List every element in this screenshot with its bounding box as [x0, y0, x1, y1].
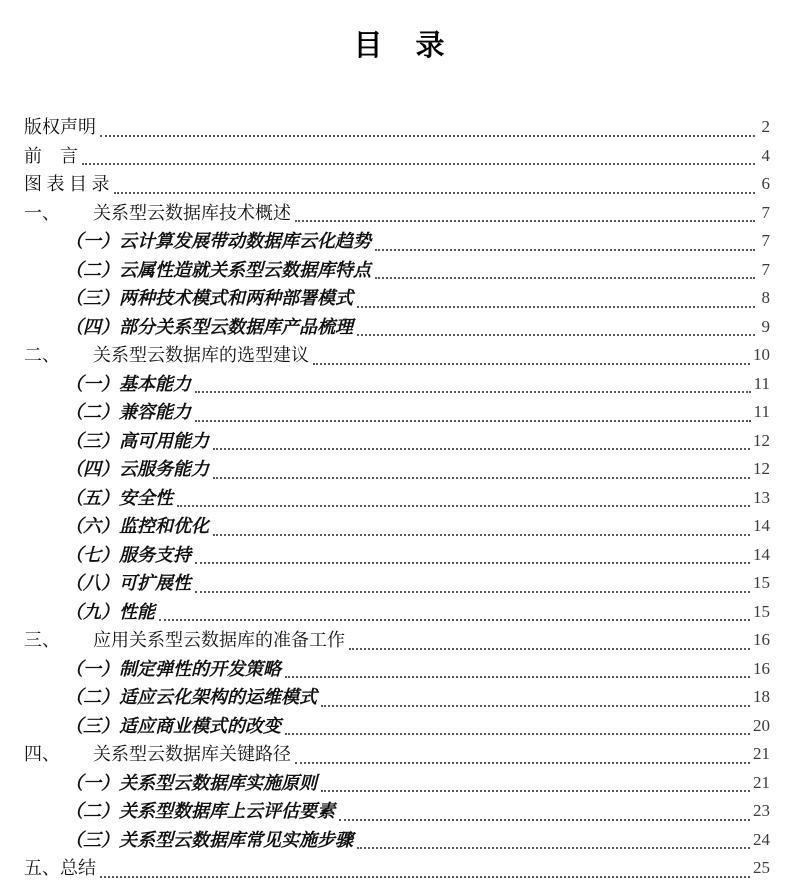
toc-entry-title: 关系型云数据库技术概述	[93, 202, 291, 223]
toc-entry	[24, 569, 770, 598]
toc-entry-title: （五）安全性	[65, 487, 173, 508]
dot-leader	[375, 249, 755, 251]
toc-entry-title: （二）关系型数据库上云评估要素	[65, 801, 335, 821]
toc-entry-title: 版权声明	[24, 117, 96, 137]
toc-entry-title: （八）可扩展性	[65, 573, 191, 593]
toc-entry	[24, 227, 770, 256]
dot-leader	[321, 705, 750, 707]
toc-entry	[24, 142, 770, 171]
toc-entry-page: 7	[761, 231, 770, 250]
toc-entry	[24, 455, 770, 484]
dot-leader	[313, 363, 750, 365]
toc-entry-title: （二）适应云化架构的运维模式	[65, 687, 317, 707]
toc-entry	[24, 655, 770, 684]
toc-entry-number: 五、	[24, 858, 60, 878]
toc-entry-page: 24	[753, 829, 770, 849]
dot-leader	[100, 135, 755, 137]
toc-entry-page: 9	[761, 316, 770, 336]
dot-leader	[349, 648, 750, 650]
toc-entry-page: 16	[753, 658, 770, 678]
toc-entry-title: （九）性能	[65, 601, 155, 622]
toc-entry-page: 18	[753, 687, 770, 706]
toc-entry	[24, 854, 770, 883]
dot-leader	[100, 876, 750, 878]
dot-leader	[339, 819, 750, 821]
toc-entry	[24, 113, 770, 142]
toc-entry-title: （一）关系型云数据库实施原则	[65, 772, 317, 793]
toc-entry	[24, 170, 770, 199]
toc-entry-page: 20	[753, 715, 770, 735]
dot-leader	[357, 306, 755, 308]
toc-entry-page: 13	[753, 487, 770, 507]
dot-leader	[213, 448, 750, 450]
toc-entry-page: 8	[761, 288, 770, 307]
dot-leader	[213, 477, 750, 479]
toc-entry-title: 前 言	[24, 145, 78, 166]
toc-entry-page: 12	[753, 459, 770, 478]
toc-entry-page: 11	[753, 373, 770, 393]
toc-entry-title: （三）高可用能力	[65, 430, 209, 451]
toc-entry	[24, 256, 770, 285]
toc-entry-title: （一）云计算发展带动数据库云化趋势	[65, 231, 371, 251]
toc-entry-title: （一）基本能力	[65, 373, 191, 394]
toc-entry	[24, 598, 770, 627]
toc-entry	[24, 341, 770, 370]
toc-entry	[24, 512, 770, 541]
toc-entry-page: 7	[761, 259, 770, 279]
toc-entry	[24, 626, 770, 655]
toc-entry	[24, 370, 770, 399]
toc-entry-number: 一、	[24, 202, 60, 223]
toc-entry-title: （六）监控和优化	[65, 516, 209, 536]
toc-entry-page: 21	[753, 744, 770, 763]
toc-entry-page: 23	[753, 801, 770, 820]
toc-entry-page: 16	[753, 630, 770, 649]
toc-entry	[24, 284, 770, 313]
toc-entry	[24, 398, 770, 427]
toc-entry-title: （一）制定弹性的开发策略	[65, 658, 281, 679]
toc-entry	[24, 712, 770, 741]
toc-entry-title: 应用关系型云数据库的准备工作	[93, 630, 345, 650]
toc-entry-number: 三、	[24, 630, 60, 650]
toc-entry	[24, 740, 770, 769]
toc-entry-page: 14	[753, 516, 770, 535]
toc-entry-title: （三）两种技术模式和两种部署模式	[65, 288, 353, 308]
toc-entry-page: 2	[761, 117, 770, 136]
toc-entry-title: 图 表 目 录	[24, 174, 110, 194]
toc-entry-title: （七）服务支持	[65, 544, 191, 565]
dot-leader	[195, 562, 750, 564]
toc-entry	[24, 313, 770, 342]
toc-entry-title: 关系型云数据库关键路径	[93, 744, 291, 764]
dot-leader	[357, 847, 750, 849]
dot-leader	[177, 505, 750, 507]
dot-leader	[159, 619, 750, 621]
toc-entry-page: 12	[753, 430, 770, 450]
toc-entry-page: 6	[761, 174, 770, 193]
toc-entry	[24, 541, 770, 570]
dot-leader	[357, 334, 755, 336]
dot-leader	[321, 790, 750, 792]
toc-entry-page: 15	[753, 601, 770, 621]
dot-leader	[285, 676, 750, 678]
dot-leader	[82, 163, 755, 165]
toc-entry-number: 四、	[24, 744, 60, 764]
toc-entry	[24, 427, 770, 456]
toc-entry-page: 15	[753, 573, 770, 592]
toc-entry	[24, 797, 770, 826]
toc-entry-page: 4	[761, 145, 770, 165]
toc-entry-page: 21	[753, 772, 770, 792]
toc-entry	[24, 484, 770, 513]
dot-leader	[295, 762, 750, 764]
dot-leader	[195, 391, 751, 393]
toc-entry-page: 7	[761, 202, 770, 222]
toc-entry-title: （三）适应商业模式的改变	[65, 715, 281, 736]
toc-entry-title: （四）部分关系型云数据库产品梳理	[65, 316, 353, 337]
dot-leader	[295, 220, 755, 222]
toc-entry-number: 二、	[24, 345, 60, 365]
toc-entry-title: （四）云服务能力	[65, 459, 209, 479]
page-title: 目 录	[353, 28, 447, 62]
toc-entry	[24, 826, 770, 855]
toc-entry-title: （二）兼容能力	[65, 402, 191, 422]
toc-entry-page: 25	[753, 858, 770, 877]
dot-leader	[195, 420, 751, 422]
toc-entry-title: （三）关系型云数据库常见实施步骤	[65, 829, 353, 850]
dot-leader	[213, 534, 750, 536]
dot-leader	[195, 591, 750, 593]
toc-entry-title: （二）云属性造就关系型云数据库特点	[65, 259, 371, 280]
toc-entry-page: 10	[753, 345, 770, 364]
toc-entry	[24, 199, 770, 228]
toc-list	[24, 113, 770, 883]
toc-entry-title: 总结	[60, 858, 96, 878]
dot-leader	[375, 277, 755, 279]
toc-entry-page: 14	[753, 544, 770, 564]
toc-entry	[24, 683, 770, 712]
dot-leader	[114, 192, 756, 194]
toc-entry	[24, 769, 770, 798]
dot-leader	[285, 733, 750, 735]
toc-entry-page: 11	[753, 402, 770, 421]
toc-entry-title: 关系型云数据库的选型建议	[93, 345, 309, 365]
